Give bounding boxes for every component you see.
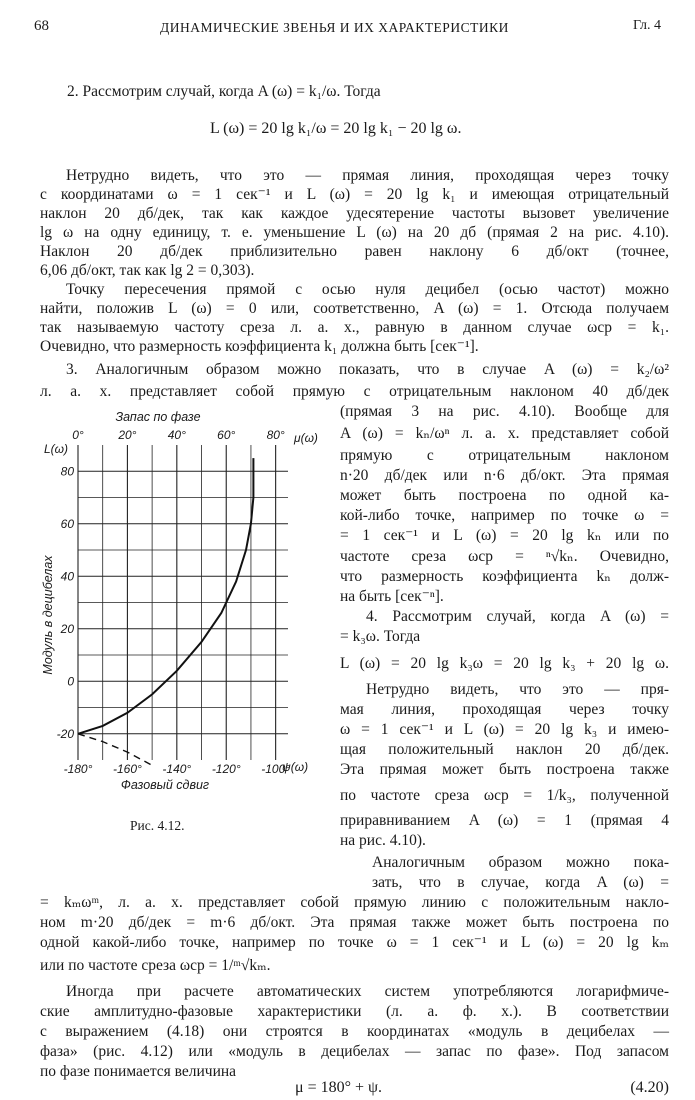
equation-L-case4: L (ω) = 20 lg k₃ω = 20 lg k₃ + 20 lg ω. [340, 655, 669, 672]
top-axis-symbol: μ(ω) [294, 431, 318, 445]
text-line: одной какой-либо точке, например по точке ω = 1 сек⁻¹ и L (ω) = 20 lg kₘ [40, 934, 669, 951]
equation-L-case2: L (ω) = 20 lg k₁/ω = 20 lg k₁ − 20 lg ω. [210, 120, 462, 137]
text-line: наклон 20 дб/дек, так как каждое удесятерение частоты вызовет увеличение [40, 205, 669, 222]
text-line: приравниванием A (ω) = 1 (прямая 4 [340, 812, 669, 829]
text-line: A (ω) = kₙ/ωⁿ л. а. х. представляет собой [340, 425, 669, 442]
y-axis-symbol: L(ω) [44, 442, 69, 456]
y-tick-label: 40 [60, 569, 74, 584]
bottom-tick-label: -100° [261, 762, 291, 776]
text-line: или по частоте среза ωср = 1/ᵐ√kₘ. [40, 957, 271, 974]
y-tick-label: 0 [67, 674, 74, 689]
text-line: 4. Рассмотрим случай, когда A (ω) = [366, 608, 669, 625]
text-line: фаза» (рис. 4.12) или «модуль в децибелах — запас по фазе». Под запасом [40, 1043, 669, 1060]
text-line: мая линия, проходящая через точку [340, 701, 669, 718]
top-tick-label: 0° [72, 428, 84, 442]
text-line: по частоте среза ωср = 1/k₃, полученной [340, 787, 669, 804]
text-line: Наклон 20 дб/дек приблизительно равен наклону 6 дб/окт (точнее, [40, 243, 669, 260]
text-line: что размерность коэффициента kₙ долж- [340, 568, 669, 585]
bottom-tick-label: -120° [211, 762, 241, 776]
text-line: по фазе понимается величина [40, 1063, 237, 1080]
text-line: Нетрудно видеть, что это — прямая линия, проходящая через точку [66, 167, 669, 184]
y-tick-label: 20 [60, 621, 74, 636]
equation-phase-margin: μ = 180° + ψ. [295, 1079, 383, 1096]
bottom-tick-label: -180° [63, 762, 93, 776]
text-line: Эта прямая может быть построена также [340, 761, 669, 778]
text-line: с выражением (4.18) они строятся в координатах «модуль в децибелах — [40, 1023, 669, 1040]
text-line: зать, что в случае, когда A (ω) = [372, 874, 669, 891]
text-line: может быть построена по одной ка- [340, 487, 669, 504]
text-line: = k₃ω. Тогда [340, 628, 421, 645]
figure-caption: Рис. 4.12. [130, 818, 185, 833]
bottom-axis-symbol: ψ(ω) [282, 760, 309, 774]
text-line: прямую с отрицательным наклоном [340, 447, 669, 464]
text-line: Иногда при расчете автоматических систем употребляются логарифмиче- [66, 983, 669, 1000]
lafh-chart [30, 405, 330, 815]
text-line: Точку пересечения прямой с осью нуля децибел (осью частот) можно [66, 281, 669, 298]
text-line: Нетрудно видеть, что это — пря- [366, 681, 669, 698]
text-line: так называемую частоту среза л. а. х., равную в данном случае ωср = k₁. [40, 319, 669, 336]
text-line: ω = 1 сек⁻¹ и L (ω) = 20 lg k₃ и имею- [340, 721, 669, 738]
text-line: lg ω на одну единицу, т. е. уменьшение L (ω) на 20 дб (прямая 2 на рис. 4.10). [40, 224, 669, 241]
bottom-tick-label: -140° [162, 762, 192, 776]
text-line: на быть [сек⁻ⁿ]. [340, 588, 444, 605]
running-title: ДИНАМИЧЕСКИЕ ЗВЕНЬЯ И ИХ ХАРАКТЕРИСТИКИ [160, 20, 509, 35]
top-axis-title: Запас по фазе [115, 410, 201, 424]
text-line: найти, положив L (ω) = 0 или, соответственно, A (ω) = 1. Отсюда получаем [40, 300, 669, 317]
text-line: = kₘωᵐ, л. а. х. представляет собой прямую линию с положительным накло- [40, 894, 669, 911]
page-number: 68 [34, 18, 49, 34]
y-axis-title: Модуль в децибелах [41, 555, 55, 675]
text-line: (прямая 3 на рис. 4.10). Вообще для [340, 403, 669, 420]
text-line: 6,06 дб/окт, так как lg 2 = 0,303). [40, 262, 255, 279]
top-tick-label: 20° [118, 428, 137, 442]
text-line: на рис. 4.10). [340, 832, 426, 849]
y-tick-label: 60 [60, 516, 74, 531]
top-tick-label: 40° [167, 428, 186, 442]
equation-number: (4.20) [630, 1079, 669, 1096]
chapter-label: Гл. 4 [633, 18, 662, 33]
top-tick-label: 60° [217, 428, 236, 442]
y-tick-label: -20 [56, 726, 74, 741]
text-line: Аналогичным образом можно пока- [372, 854, 669, 871]
dashed-curve [78, 734, 152, 766]
top-tick-label: 80° [266, 428, 285, 442]
text-line: щая положительный наклон 20 дб/дек. [340, 741, 669, 758]
text-line: Очевидно, что размерность коэффициента k₁ должна быть [сек⁻¹]. [40, 338, 479, 355]
text-line: 3. Аналогичным образом можно показать, что в случае A (ω) = k₂/ω² [66, 361, 669, 378]
text-line: n·20 дб/дек или n·6 дб/окт. Эта прямая [340, 467, 669, 484]
paragraph-case-2: 2. Рассмотрим случай, когда A (ω) = k₁/ω. Тогда [67, 83, 381, 100]
figure-4-12 [30, 405, 330, 815]
text-line: л. а. х. представляет собой прямую с отрицательным наклоном 40 дб/дек [40, 383, 669, 400]
text-line: с координатами ω = 1 сек⁻¹ и L (ω) = 20 lg k₁ и имеющая отрицательный [40, 186, 669, 203]
text-line: ном m·20 дб/дек = m·6 дб/окт. Эта прямая также может быть построена по [40, 914, 669, 931]
y-tick-label: 80 [60, 464, 74, 479]
text-line: ские амплитудно-фазовые характеристики (л. а. ф. х.). В соответствии [40, 1003, 669, 1020]
solid-curve [78, 458, 253, 734]
text-line: = 1 сек⁻¹ и L (ω) = 20 lg kₙ или по [340, 527, 669, 544]
bottom-axis-title: Фазовый сдвиг [120, 778, 210, 792]
text-line: кой-либо точке, например по точке ω = [340, 507, 669, 524]
text-line: частоте среза ωср = ⁿ√kₙ. Очевидно, [340, 548, 669, 565]
bottom-tick-label: -160° [112, 762, 142, 776]
